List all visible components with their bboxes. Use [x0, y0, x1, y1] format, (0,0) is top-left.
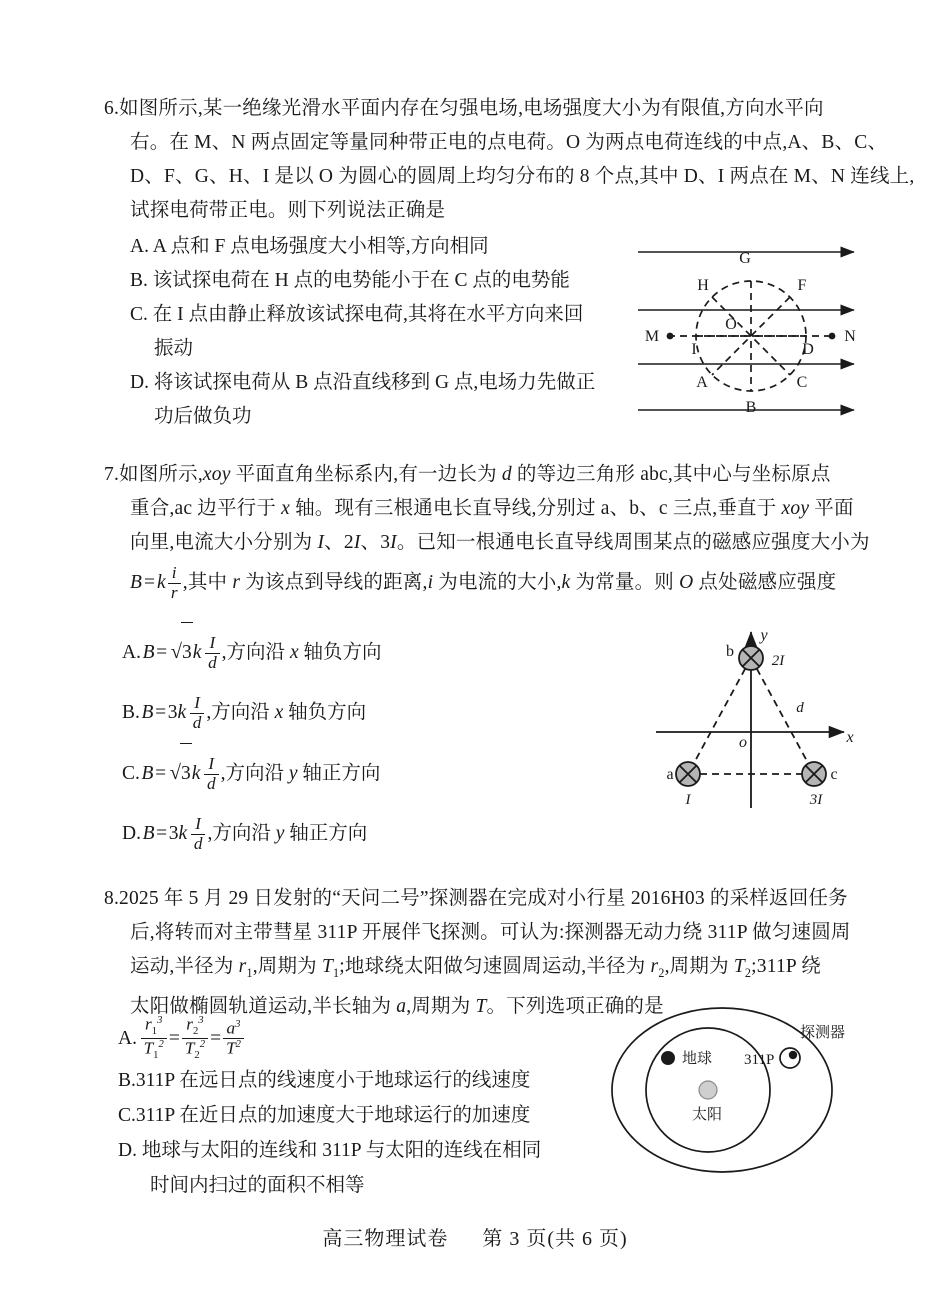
label-g: G [739, 250, 751, 267]
q8-option-a: A. $\frac{r_1^3}{T_1^2}$ = $\frac{r_2^3}{T_2^2}$ = $\frac{a^3}{T^2}$ [118, 1015, 638, 1063]
q6-option-d: D. 将该试探电荷从 B 点沿直线移到 G 点,电场力先做正 [130, 372, 596, 393]
q8-option-b: B.311P 在远日点的线速度小于地球运行的线速度 [118, 1070, 531, 1091]
label-i: I [691, 341, 697, 358]
q7-stem-formula-line: B = k $\frac{i}{r}$ ,其中 r 为该点到导线的距离,i 为电流的大小,k 为常量。则 O 点处磁感应强度 [130, 563, 837, 602]
label-a: A [696, 374, 708, 391]
label-earth: 地球 [682, 1050, 713, 1067]
orbit-figure [604, 1002, 874, 1182]
q7-stem-line-1: 7.如图所示,xoy 平面直角坐标系内,有一边长为 d 的等边三角形 abc,其中心与坐标原点 [104, 464, 831, 485]
label-probe: 探测器 [800, 1024, 846, 1041]
frac-i-over-r: $\frac{i}{r}$ [168, 564, 181, 602]
label-current-i: I [685, 792, 691, 808]
label-n: N [844, 328, 856, 345]
triangle-currents-figure [638, 618, 864, 826]
question-8-options [118, 1015, 638, 1203]
wire-c [802, 762, 826, 786]
comet-orbit [612, 1008, 832, 1172]
label-axis-y: y [760, 627, 768, 644]
wire-b [739, 646, 763, 670]
q7-stem-line-2: 重合,ac 边平行于 x 轴。现有三根通电长直导线,分别过 a、b、c 三点,垂直于 xoy 平面 [130, 498, 854, 519]
earth-body [661, 1051, 675, 1065]
q8-stem-line-3: 运动,半径为 $r_1$,周期为 $T_1$;地球绕太阳做匀速圆周运动,半径为 $r_2$,周期为 $T_2;311P$ 绕 [130, 956, 821, 980]
label-current-3i: 3I [809, 792, 823, 808]
probe-orbit [780, 1048, 800, 1068]
label-b: B [745, 399, 757, 416]
q6-stem-line-4: 试探电荷带正电。则下列说法正确是 [130, 200, 446, 221]
q8-stem-line-1: 8.2025 年 5 月 29 日发射的“天问二号”探测器在完成对小行星 2016H03 的采样返回任务 [104, 888, 848, 909]
frac-r2-t2: $\frac{r_2^3}{T_2^2}$ [182, 1015, 208, 1061]
q6-option-c-cont: 振动 [154, 338, 194, 359]
question-7 [104, 458, 870, 606]
q7-option-a: A. B = √3k $\frac{I}{d}$ ,方向沿 x 轴负方向 [122, 622, 542, 683]
q8-option-d-cont: 时间内扫过的面积不相等 [150, 1175, 365, 1196]
q6-stem-line-1: 6.如图所示,某一绝缘光滑水平面内存在匀强电场,电场强度大小为有限值,方向水平向 [104, 98, 824, 119]
label-sun: 太阳 [692, 1106, 723, 1123]
q6-option-a: A. A 点和 F 点电场强度大小相等,方向相同 [130, 236, 489, 257]
uniform-field-circle-figure [636, 240, 868, 418]
label-axis-x: x [846, 729, 854, 746]
q8-stem-line-2: 后,将转而对主带彗星 311P 开展伴飞探测。可认为:探测器无动力绕 311P 做匀速圆周 [130, 922, 851, 943]
frac-r1-t1: $\frac{r_1^3}{T_1^2}$ [141, 1015, 167, 1061]
label-m: M [644, 328, 660, 345]
q8-stem-line-4: 太阳做椭圆轨道运动,半长轴为 a,周期为 T。下列选项正确的是 [130, 995, 664, 1017]
label-h: H [697, 277, 709, 294]
q8-option-d: D. 地球与太阳的连线和 311P 与太阳的连线在相同 [118, 1140, 542, 1161]
q6-stem-line-2: 右。在 M、N 两点固定等量同种带正电的点电荷。O 为两点电荷连线的中点,A、B、C、 [130, 132, 888, 153]
q6-stem-line-3: D、F、G、H、I 是以 O 为圆心的圆周上均匀分布的 8 个点,其中 D、I 两点在 M、N 连线上, [130, 166, 915, 187]
footer-title: 高三物理试卷 [322, 1228, 449, 1250]
question-7-options [122, 622, 542, 864]
q6-option-b: B. 该试探电荷在 H 点的电势能小于在 C 点的电势能 [130, 270, 570, 291]
q7-option-c: C. B = √3k $\frac{I}{d}$ ,方向沿 y 轴正方向 [122, 743, 542, 804]
label-vertex-b: b [726, 643, 734, 660]
page-footer [0, 1222, 950, 1251]
frac-a-t: $\frac{a^3}{T^2}$ [223, 1019, 244, 1059]
q6-option-c: C. 在 I 点由静止释放该试探电荷,其将在水平方向来回 [130, 304, 584, 325]
footer-page-number: 第 3 页(共 6 页) [482, 1228, 628, 1250]
q7-option-b: B. B = 3k $\frac{I}{d}$ ,方向沿 x 轴负方向 [122, 693, 367, 732]
q6-option-d-cont: 功后做负功 [154, 406, 252, 427]
probe-body [789, 1051, 797, 1059]
label-current-2i: 2I [771, 653, 785, 669]
q8-option-c: C.311P 在近日点的加速度大于地球运行的加速度 [118, 1105, 531, 1126]
label-vertex-a: a [666, 766, 674, 783]
label-side-d: d [796, 700, 804, 716]
sun-body [699, 1081, 717, 1099]
label-f: F [797, 277, 807, 294]
charge-m [667, 333, 674, 340]
label-o: O [725, 316, 737, 333]
label-311p: 311P [744, 1052, 775, 1068]
label-vertex-c: c [830, 766, 838, 783]
q7-option-d: D. B = 3k $\frac{I}{d}$ ,方向沿 y 轴正方向 [122, 814, 368, 853]
label-origin: o [739, 734, 747, 751]
wire-a [676, 762, 700, 786]
q7-stem-line-3: 向里,电流大小分别为 I、2I、3I。已知一根通电长直导线周围某点的磁感应强度大小为 [130, 532, 870, 553]
label-c: C [796, 374, 808, 391]
label-d: D [802, 341, 814, 358]
charge-n [829, 333, 836, 340]
